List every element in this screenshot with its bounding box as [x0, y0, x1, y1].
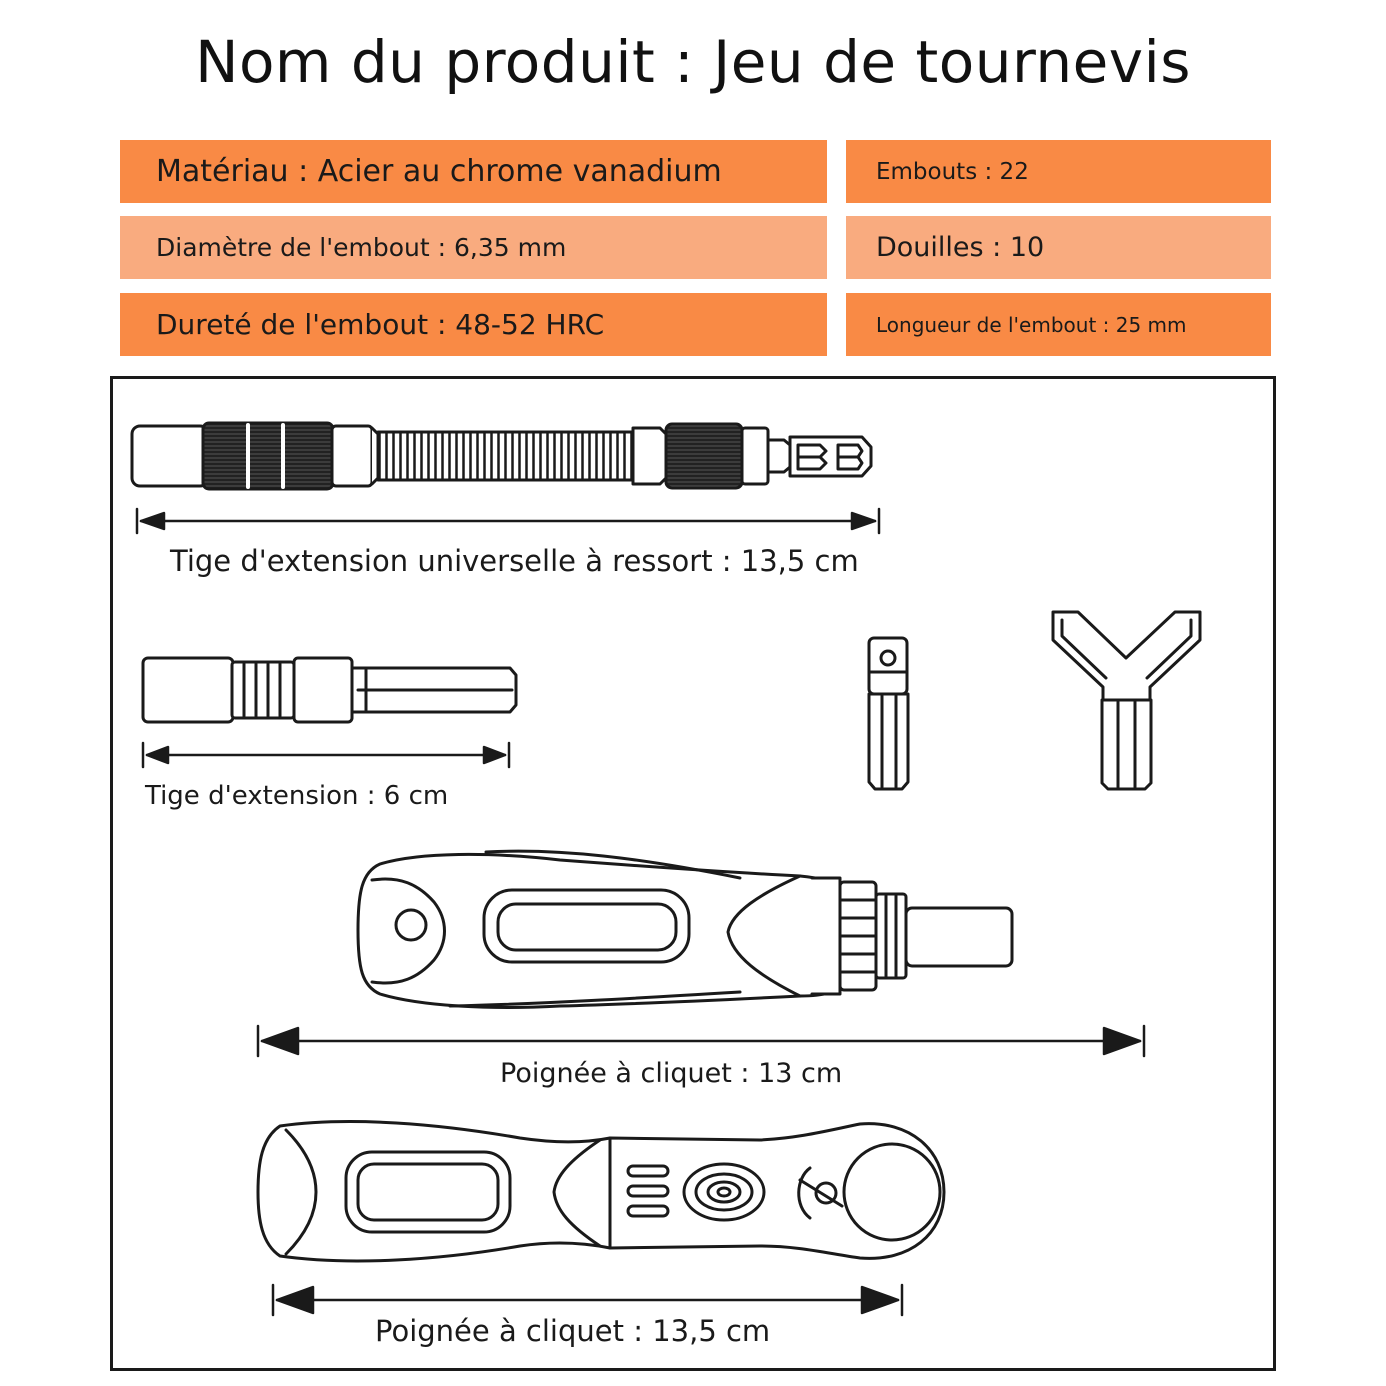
- spec-bits: Embouts : 22: [846, 140, 1271, 203]
- spec-bit-hardness: Dureté de l'embout : 48-52 HRC: [120, 293, 827, 356]
- flex-extension-dimension-arrow: [137, 509, 879, 533]
- spec-material: Matériau : Acier au chrome vanadium: [120, 140, 827, 203]
- ratchet-handle-dimension-arrow: [258, 1026, 1144, 1056]
- extension-label: Tige d'extension : 6 cm: [145, 781, 449, 811]
- spec-bit-diameter: Diamètre de l'embout : 6,35 mm: [120, 216, 827, 279]
- ratchet-wrench-dimension-arrow: [273, 1285, 902, 1315]
- ratchet-wrench-drawing: [258, 1122, 944, 1261]
- ratchet-handle-drawing: [358, 851, 1012, 1007]
- spec-sockets: Douilles : 10: [846, 216, 1271, 279]
- extension-drawing: [143, 658, 516, 722]
- flex-extension-drawing: [132, 423, 871, 489]
- socket-adapter-drawing: [869, 638, 908, 789]
- flex-extension-label: Tige d'extension universelle à ressort : 13,5 cm: [170, 544, 859, 578]
- extension-dimension-arrow: [143, 743, 509, 767]
- y-bit-drawing: [1053, 612, 1200, 789]
- spec-bit-length: Longueur de l'embout : 25 mm: [846, 293, 1271, 356]
- ratchet-wrench-label: Poignée à cliquet : 13,5 cm: [375, 1314, 771, 1348]
- page-title: Nom du produit : Jeu de tournevis: [195, 28, 1191, 96]
- ratchet-handle-label: Poignée à cliquet : 13 cm: [500, 1058, 843, 1089]
